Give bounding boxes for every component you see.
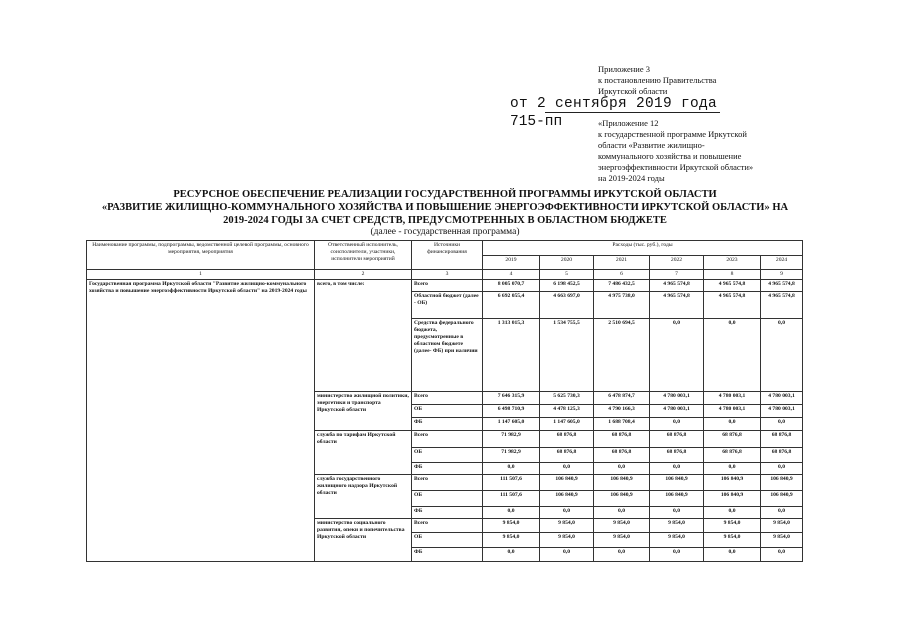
value-cell: 4 965 574,8 xyxy=(650,280,704,292)
source-cell: ОБ xyxy=(412,448,483,463)
value-cell: 0,0 xyxy=(540,463,594,475)
executor-cell: министерство жилищной политики, энергетики и транспорта Иркутской области xyxy=(315,392,412,431)
value-cell: 7 646 315,9 xyxy=(483,392,540,405)
value-cell: 68 876,8 xyxy=(594,448,650,463)
value-cell: 0,0 xyxy=(650,319,704,392)
value-cell: 9 854,0 xyxy=(540,519,594,533)
value-cell: 6 478 874,7 xyxy=(594,392,650,405)
value-cell: 106 840,9 xyxy=(761,491,803,507)
value-cell: 106 840,9 xyxy=(650,491,704,507)
value-cell: 0,0 xyxy=(594,507,650,519)
value-cell: 71 982,9 xyxy=(483,448,540,463)
appendix2-line: энергоэффективности Иркутской области» xyxy=(598,162,754,172)
appendix-line: Иркутской области xyxy=(598,86,668,96)
value-cell: 9 854,0 xyxy=(650,533,704,548)
title-line: РЕСУРСНОЕ ОБЕСПЕЧЕНИЕ РЕАЛИЗАЦИИ ГОСУДАРСТВЕННОЙ ПРОГРАММЫ ИРКУТСКОЙ ОБЛАСТИ xyxy=(173,189,717,200)
header-expenses: Расходы (тыс. руб.), годы xyxy=(483,241,803,256)
value-cell: 0,0 xyxy=(483,507,540,519)
source-cell: Всего xyxy=(412,475,483,491)
appendix-line: Приложение 3 xyxy=(598,64,650,74)
value-cell: 106 840,9 xyxy=(540,475,594,491)
value-cell: 0,0 xyxy=(483,463,540,475)
source-cell: ОБ xyxy=(412,405,483,418)
value-cell: 0,0 xyxy=(483,548,540,562)
value-cell: 6 692 055,4 xyxy=(483,292,540,319)
value-cell: 9 854,0 xyxy=(483,533,540,548)
value-cell: 68 876,8 xyxy=(704,448,761,463)
value-cell: 0,0 xyxy=(761,418,803,431)
value-cell: 4 780 003,1 xyxy=(761,405,803,418)
value-cell: 8 005 070,7 xyxy=(483,280,540,292)
header-executor: Ответственный исполнитель, соисполнители, участники, исполнители мероприятий xyxy=(315,241,412,270)
value-cell: 9 854,0 xyxy=(761,519,803,533)
value-cell: 106 840,9 xyxy=(594,475,650,491)
appendix2-line: коммунального хозяйства и повышение xyxy=(598,151,742,161)
program-name-cell: Государственная программа Иркутской области "Развитие жилищно-коммунального хозяйства и повышение энергоэффективности Иркутской области" на 2019-2024 годы xyxy=(87,280,315,562)
resource-table xyxy=(86,240,803,562)
header-year: 2021 xyxy=(594,255,650,270)
header-year: 2023 xyxy=(704,255,761,270)
value-cell: 0,0 xyxy=(761,548,803,562)
table-row xyxy=(87,280,803,292)
column-number: 5 xyxy=(540,270,594,280)
column-number: 6 xyxy=(594,270,650,280)
value-cell: 7 486 432,5 xyxy=(594,280,650,292)
source-cell: Всего xyxy=(412,392,483,405)
value-cell: 0,0 xyxy=(704,463,761,475)
value-cell: 68 876,8 xyxy=(761,431,803,448)
header-source: Источники финансирования xyxy=(412,241,483,270)
value-cell: 4 780 003,1 xyxy=(650,405,704,418)
appendix2-line: области «Развитие жилищно- xyxy=(598,140,705,150)
stamp-underline xyxy=(545,112,720,113)
value-cell: 4 790 166,3 xyxy=(594,405,650,418)
value-cell: 106 840,9 xyxy=(594,491,650,507)
value-cell: 106 840,9 xyxy=(540,491,594,507)
column-number: 1 xyxy=(87,270,315,280)
value-cell: 5 625 730,3 xyxy=(540,392,594,405)
source-cell: ФБ xyxy=(412,548,483,562)
column-number: 2 xyxy=(315,270,412,280)
value-cell: 68 876,8 xyxy=(650,448,704,463)
source-cell: ОБ xyxy=(412,533,483,548)
value-cell: 9 854,0 xyxy=(594,519,650,533)
value-cell: 68 876,8 xyxy=(704,431,761,448)
executor-cell: министерство социального развития, опеки и попечительства Иркутской области xyxy=(315,519,412,562)
column-number: 4 xyxy=(483,270,540,280)
appendix2-line: на 2019-2024 годы xyxy=(598,173,665,183)
value-cell: 1 688 708,4 xyxy=(594,418,650,431)
column-number: 8 xyxy=(704,270,761,280)
value-cell: 0,0 xyxy=(594,463,650,475)
header-year: 2020 xyxy=(540,255,594,270)
header-year: 2022 xyxy=(650,255,704,270)
executor-cell: служба государственного жилищного надзора Иркутской области xyxy=(315,475,412,519)
value-cell: 9 854,0 xyxy=(594,533,650,548)
value-cell: 68 876,8 xyxy=(540,448,594,463)
appendix2-block xyxy=(598,118,798,184)
value-cell: 111 507,6 xyxy=(483,475,540,491)
value-cell: 4 478 125,3 xyxy=(540,405,594,418)
value-cell: 0,0 xyxy=(650,507,704,519)
appendix2-line: к государственной программе Иркутской xyxy=(598,129,747,139)
source-cell: ОБ xyxy=(412,491,483,507)
title-line: «РАЗВИТИЕ ЖИЛИЩНО-КОММУНАЛЬНОГО ХОЗЯЙСТВА И ПОВЫШЕНИЕ ЭНЕРГОЭФФЕКТИВНОСТИ ИРКУТСКОЙ ОБЛАСТИ» НА xyxy=(101,202,789,213)
appendix-block xyxy=(598,64,798,97)
value-cell: 0,0 xyxy=(704,507,761,519)
value-cell: 0,0 xyxy=(761,507,803,519)
value-cell: 0,0 xyxy=(540,507,594,519)
value-cell: 106 840,9 xyxy=(761,475,803,491)
value-cell: 9 854,0 xyxy=(704,533,761,548)
value-cell: 4 663 697,0 xyxy=(540,292,594,319)
source-cell: ФБ xyxy=(412,507,483,519)
value-cell: 0,0 xyxy=(540,548,594,562)
value-cell: 4 780 003,1 xyxy=(761,392,803,405)
value-cell: 4 965 574,8 xyxy=(704,280,761,292)
value-cell: 106 840,9 xyxy=(704,491,761,507)
value-cell: 0,0 xyxy=(650,548,704,562)
value-cell: 0,0 xyxy=(704,418,761,431)
value-cell: 1 313 015,3 xyxy=(483,319,540,392)
document-title xyxy=(60,188,830,227)
value-cell: 106 840,9 xyxy=(650,475,704,491)
source-cell: ФБ xyxy=(412,463,483,475)
value-cell: 1 534 755,5 xyxy=(540,319,594,392)
source-cell: Всего xyxy=(412,519,483,533)
header-year: 2019 xyxy=(483,255,540,270)
value-cell: 4 780 003,1 xyxy=(704,405,761,418)
value-cell: 4 780 003,1 xyxy=(650,392,704,405)
value-cell: 4 965 574,8 xyxy=(761,292,803,319)
header-program: Наименование программы, подпрограммы, ведомственной целевой программы, основного мероприятия, мероприятия xyxy=(87,241,315,270)
appendix-line: к постановлению Правительства xyxy=(598,75,717,85)
stamp-date: от 2 сентября 2019 года xyxy=(510,96,718,112)
value-cell: 4 975 738,0 xyxy=(594,292,650,319)
column-number: 3 xyxy=(412,270,483,280)
column-number: 7 xyxy=(650,270,704,280)
value-cell: 71 982,9 xyxy=(483,431,540,448)
executor-cell: служба по тарифам Иркутской области xyxy=(315,431,412,475)
value-cell: 111 507,6 xyxy=(483,491,540,507)
value-cell: 68 876,8 xyxy=(650,431,704,448)
value-cell: 6 198 452,5 xyxy=(540,280,594,292)
stamp-number: 715-пп xyxy=(510,114,563,130)
value-cell: 0,0 xyxy=(704,548,761,562)
value-cell: 68 876,8 xyxy=(540,431,594,448)
value-cell: 0,0 xyxy=(650,418,704,431)
value-cell: 68 876,8 xyxy=(594,431,650,448)
value-cell: 68 876,8 xyxy=(761,448,803,463)
source-cell: Средства федерального бюджета, предусмотренные в областном бюджете (далее- ФБ) при наличии xyxy=(412,319,483,392)
title-line: 2019-2024 ГОДЫ ЗА СЧЕТ СРЕДСТВ, ПРЕДУСМОТРЕННЫХ В ОБЛАСТНОМ БЮДЖЕТЕ xyxy=(223,215,667,226)
value-cell: 1 147 605,0 xyxy=(483,418,540,431)
header-year: 2024 xyxy=(761,255,803,270)
appendix2-line: «Приложение 12 xyxy=(598,118,659,128)
document-subtitle: (далее - государственная программа) xyxy=(370,227,520,237)
value-cell: 4 965 574,8 xyxy=(650,292,704,319)
value-cell: 0,0 xyxy=(650,463,704,475)
value-cell: 1 147 605,0 xyxy=(540,418,594,431)
value-cell: 9 854,0 xyxy=(704,519,761,533)
source-cell: Всего xyxy=(412,280,483,292)
value-cell: 6 498 710,9 xyxy=(483,405,540,418)
value-cell: 0,0 xyxy=(704,319,761,392)
column-number: 9 xyxy=(761,270,803,280)
value-cell: 9 854,0 xyxy=(483,519,540,533)
value-cell: 106 840,9 xyxy=(704,475,761,491)
executor-cell: всего, в том числе: xyxy=(315,280,412,392)
value-cell: 2 510 694,5 xyxy=(594,319,650,392)
value-cell: 0,0 xyxy=(761,319,803,392)
source-cell: Областной бюджет (далее - ОБ) xyxy=(412,292,483,319)
value-cell: 9 854,0 xyxy=(761,533,803,548)
value-cell: 4 965 574,8 xyxy=(761,280,803,292)
value-cell: 9 854,0 xyxy=(650,519,704,533)
source-cell: ФБ xyxy=(412,418,483,431)
value-cell: 4 965 574,8 xyxy=(704,292,761,319)
source-cell: Всего xyxy=(412,431,483,448)
value-cell: 0,0 xyxy=(594,548,650,562)
value-cell: 4 780 003,1 xyxy=(704,392,761,405)
value-cell: 0,0 xyxy=(761,463,803,475)
value-cell: 9 854,0 xyxy=(540,533,594,548)
